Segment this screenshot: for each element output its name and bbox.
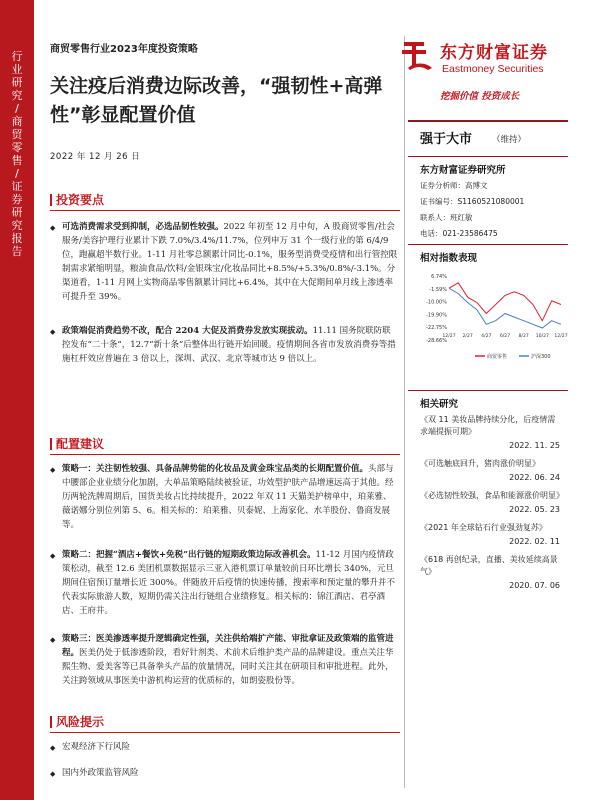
bullet-icon: ◆: [50, 744, 56, 752]
relative-performance-chart: [415, 270, 568, 370]
bullet-icon: ◆: [50, 466, 56, 474]
related-item-title[interactable]: 《618 再创纪录，直播、美妆延续高景气》: [420, 555, 558, 576]
side-tab-char: /: [15, 167, 19, 180]
x-tick-label: 8/27: [518, 334, 529, 339]
related-item-date: 2022. 02. 11: [509, 537, 560, 546]
y-tick-label: -22.75%: [426, 325, 447, 332]
section-config: [50, 434, 130, 452]
side-tab-char: 券: [11, 193, 23, 206]
analyst: 证券分析师：高博文: [420, 181, 488, 190]
y-tick-label: -28.66%: [426, 338, 447, 344]
side-tab-char: 究: [11, 89, 23, 102]
logo-en: Eastmoney Securities: [442, 63, 544, 75]
related-item-date: 2022. 11. 25: [509, 441, 560, 450]
y-tick-label: 6.74%: [431, 274, 447, 280]
bullet-icon: ◆: [50, 552, 56, 560]
risk-point-1: 宏观经济下行风险: [62, 742, 131, 752]
report-title: 关注疫后消费边际改善，“强韧性+高弹性”彰显配置价值: [50, 75, 383, 126]
x-tick-label: 2/27: [462, 334, 473, 339]
logo-cn: 东方财富证券: [440, 43, 548, 63]
side-tab-char: 业: [11, 63, 23, 76]
section-risk: [50, 712, 130, 730]
side-tab-char: 证: [11, 180, 23, 193]
column-divider: [404, 36, 405, 788]
bullet-icon: ◆: [50, 636, 56, 644]
side-tab-char: /: [15, 102, 19, 115]
x-tick-label: 4/27: [481, 334, 492, 339]
side-tab-char: 报: [11, 232, 23, 245]
report-date: 2022 年 12 月 26 日: [50, 152, 141, 162]
bullet-icon: ◆: [50, 224, 56, 232]
related-item-date: 2020. 07. 06: [509, 581, 560, 590]
side-tab-char: 行: [11, 50, 23, 63]
x-tick-label: 12/27: [442, 334, 456, 339]
related-item-title[interactable]: 《2021 年全球钻石行业强劲复苏》: [420, 523, 547, 532]
section-config-label: 配置建议: [56, 437, 105, 451]
phone: 电话：021-23586475: [420, 229, 498, 238]
side-tab-char: 告: [11, 245, 23, 258]
legend-label: 沪深300: [531, 354, 551, 360]
config-point-1: 策略一：关注韧性较强、具备品牌势能的化妆品及黄金珠宝品类的长期配置价值。头部与中腰部企业业绩分化加剧，大单品策略陆续被验证，功效型护肤产品增速远高于其他。经历两轮洗牌周期后，国货美妆占比持续提升，2022 年双 11 天猫美护榜单中，珀莱雅、薇诺娜分别位列第 5、6。相关标的：珀莱雅、贝泰妮、上海家化、水羊股份、鲁商发展等。: [62, 464, 394, 530]
side-tab-char: 商: [11, 115, 23, 128]
config-point-3: 策略三：医美渗透率提升逻辑确定性强，关注供给端扩产能、审批拿证及政策端的监管进程。医美仍处于低渗透阶段，看好针剂类、术前术后维护类产品的品牌建设。重点关注华熙生物、爱美客等已具备拳头产品的放量情况，同时关注其在研项目和审批进程。此外，关注跨领域从事医美中游机构运营的优质标的，如朗姿股份等。: [62, 634, 394, 686]
risk-point-2: 国内外政策监管风险: [62, 768, 139, 778]
y-tick-label: -1.59%: [429, 286, 447, 293]
legend-label: 商贸零售: [487, 354, 508, 360]
bullet-icon: ◆: [50, 770, 56, 778]
side-tab-char: 究: [11, 219, 23, 232]
side-tab-char: 零: [11, 141, 23, 154]
related-list: [420, 414, 564, 598]
series-line-sector: [449, 283, 561, 321]
side-tab-char: 售: [11, 154, 23, 167]
section-invest-rule: [50, 210, 400, 211]
x-tick-label: 10/27: [535, 334, 549, 339]
related-rule: [408, 390, 568, 391]
y-tick-label: -19.90%: [426, 312, 447, 319]
perf-title: 相对指数表现: [420, 253, 478, 264]
x-tick-label: 6/27: [499, 334, 511, 339]
section-config-rule: [50, 454, 400, 455]
institute-rule: [408, 156, 568, 157]
contact: 联系人：班红敏: [420, 213, 473, 222]
side-tab-char: 贸: [11, 128, 23, 141]
x-tick-label: 12/27: [554, 334, 568, 339]
related-item-title[interactable]: 《必选韧性较强，食品和能源涨价明显》: [420, 491, 564, 500]
side-tab-char: 研: [11, 206, 23, 219]
section-risk-label: 风险提示: [56, 715, 105, 729]
perf-rule: [408, 244, 568, 245]
section-invest-label: 投资要点: [56, 193, 105, 207]
side-tab-text: [0, 50, 34, 258]
y-tick-label: -10.00%: [426, 299, 447, 306]
related-item-title[interactable]: 《双 11 美妆品牌持续分化，后疫情需求端提振可期》: [420, 415, 556, 436]
related-item-title[interactable]: 《可选触底回升，猪肉涨价明显》: [420, 459, 540, 468]
invest-point-2: 政策端促消费趋势不改，配合 2204 大促及消费券发放实现拔动。11.11 国务院联防联控发布“二十条”，12.7“新十条”后整体出行链开始回暖。疫情期间各省市发放消费券等措施杠杆效应普遍在 3 倍以上，深圳、武汉、北京等城市达 9 倍以上。: [62, 326, 396, 364]
slogan: 挖掘价值 投资成长: [440, 91, 520, 102]
config-point-2: 策略二：把握“酒店+餐饮+免税”出行链的短期政策边际改善机会。11-12 月国内疫情政策松动，截至 12.6 美团机票数据显示三亚入港机票订单量较前日环比增长 340%，元旦期间住宿预订量增长近 300%。伴随放开后疫情的快速传播，搜索率和预定量的攀升并不代表实际旅游人数，短期仍需关注出行链组合业绩修复。相关标的：锦江酒店、君亭酒店、王府井。: [62, 550, 396, 616]
cert-number: 证书编号：S1160521080001: [420, 197, 525, 206]
report-series: 商贸零售行业2023年度投资策略: [50, 44, 198, 55]
institute-name: 东方财富证券研究所: [420, 165, 506, 176]
side-tab-char: 研: [11, 76, 23, 89]
section-risk-rule: [50, 732, 400, 733]
bullet-icon: ◆: [50, 328, 56, 336]
related-item-date: 2022. 06. 24: [509, 473, 560, 482]
related-item-date: 2022. 05. 23: [509, 505, 560, 514]
related-title: 相关研究: [420, 399, 459, 410]
rating-rule: [408, 120, 568, 122]
rating-value: 强于大市: [420, 132, 473, 147]
invest-point-1: 可选消费需求受到抑制，必选品韧性较强。2022 年初至 12 月中旬，A 股商贸零售/社会服务/美容护理行业累计下跌 7.0%/3.4%/11.7%，位列申万 31 个一级行业的第 6/4/9 位，跑赢超半数行业。1-11 月社零总额累计同比-0.1%，服务型消费受疫情和出行管控限制需求紧缩明显，粮油食品/饮料/金银珠宝/化妆品同比+8.5%/+5.3%/0.8%/-3.1%。分渠道看，1-11 月网上实物商品零售额累计同比+6.4%，其中在大促期间单月线上渗透率可提升至 39%。: [62, 222, 398, 302]
side-category-tab: [0, 0, 34, 800]
rating-note: （维持）: [492, 135, 527, 145]
section-invest: [50, 190, 130, 208]
